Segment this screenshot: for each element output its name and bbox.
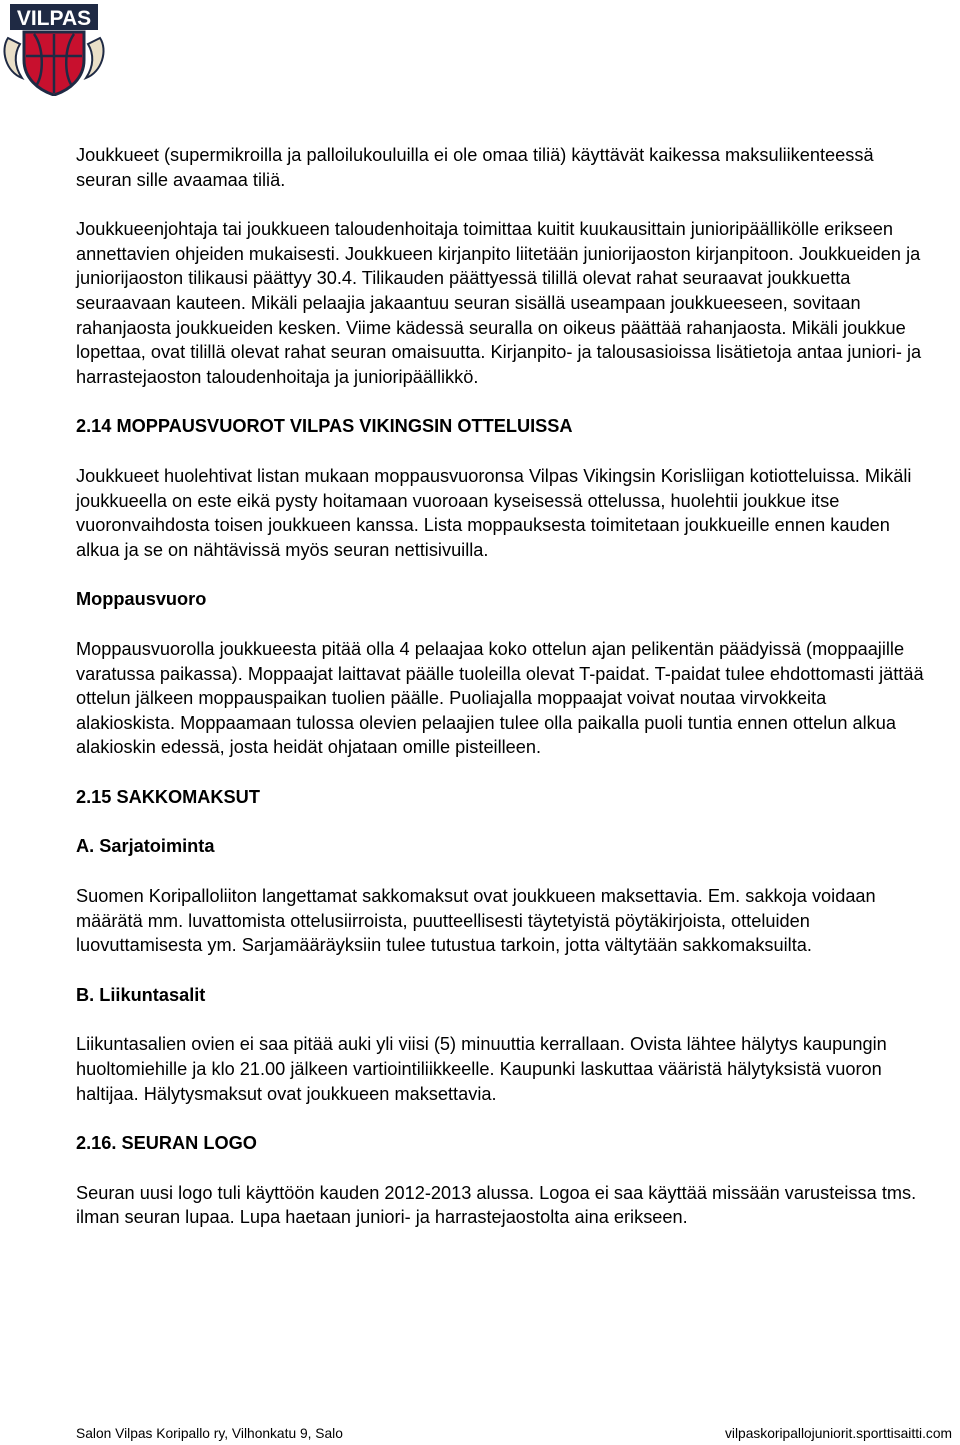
paragraph-gym-alarms: Liikuntasalien ovien ei saa pitää auki yli viisi (5) minuuttia kerrallaan. Ovista lähtee hälytys kaupungin huoltomiehille ja klo 21.00 jälkeen vartiointiliikkeelle. Kaupunki laskuttaa vääristä hälytyksistä vuoron haltijaa. Hälytysmaksut ovat joukkueen maksettavia.	[76, 1034, 887, 1104]
heading-moppausvuoro: Moppausvuoro	[76, 589, 207, 610]
page-footer	[76, 1425, 952, 1443]
footer-address: Salon Vilpas Koripallo ry, Vilhonkatu 9, Salo	[76, 1426, 343, 1441]
paragraph-bookkeeping: Joukkueenjohtaja tai joukkueen taloudenhoitaja toimittaa kuitit kuukausittain junioripäällikölle erikseen annettavien ohjeiden mukaisesti. Joukkueen kirjanpito liitetään juniorijaoston kirjanpitoon. Joukkueiden ja juniorijaoston tilikausi päättyy 30.4. Tilikauden päättyessä tilillä olevat rahat seuraavat joukkuetta seuraavaan kauteen. Mikäli pelaajia jakaantuu seuran sisällä useampaan joukkueeseen, sovitaan rahanjaosta joukkueiden kesken. Viime kädessä seuralla on oikeus päättää rahanjaosta. Mikäli joukkue lopettaa, ovat tilillä olevat rahat seuran omaisuutta. Kirjanpito- ja talousasioissa lisätietoja antaa juniori- ja harrastejaoston taloudenhoitaja ja junioripäällikkö.	[76, 219, 922, 387]
heading-2-14: 2.14 MOPPAUSVUOROT VILPAS VIKINGSIN OTTELUISSA	[76, 416, 573, 437]
vilpas-logo	[0, 0, 108, 96]
document-body	[76, 143, 926, 1230]
paragraph-club-logo: Seuran uusi logo tuli käyttöön kauden 2012-2013 alussa. Logoa ei saa käyttää missään varusteissa tms. ilman seuran lupaa. Lupa haetaan juniori- ja harrastejaostolta aina erikseen.	[76, 1182, 917, 1228]
paragraph-mopping-details: Moppausvuorolla joukkueesta pitää olla 4 pelaajaa koko ottelun ajan pelikentän päädyissä (moppaajille varatussa paikassa). Moppaajat laittavat päälle tuoleilla olevat T-paidat. T-paidat tulee ehdottomasti jättää ottelun jälkeen moppauspaikan tuolien päälle. Puoliajalla moppaajat voivat noutaa virvokkeita alakioskista. Moppaamaan tulossa olevien pelaajien tulee olla paikalla puoli tuntia ennen ottelun alkua alakioskin edessä, josta heidät ohjataan omille pisteilleen.	[76, 638, 924, 758]
heading-b-liikuntasalit: B. Liikuntasalit	[76, 984, 206, 1005]
heading-2-16: 2.16. SEURAN LOGO	[76, 1133, 257, 1154]
heading-2-15: 2.15 SAKKOMAKSUT	[76, 786, 260, 807]
heading-a-sarjatoiminta: A. Sarjatoiminta	[76, 836, 215, 857]
footer-website: vilpaskoripallojuniorit.sporttisaitti.com	[725, 1426, 952, 1441]
paragraph-team-accounts: Joukkueet (supermikroilla ja palloilukouluilla ei ole omaa tiliä) käyttävät kaikessa maksuliikenteessä seuran sille avaamaa tiliä.	[76, 145, 874, 190]
paragraph-mopping-turns: Joukkueet huolehtivat listan mukaan moppausvuoronsa Vilpas Vikingsin Korisliigan kotiotteluissa. Mikäli joukkueella on este eikä pysty hoitamaan vuoroaan kyseisessä ottelussa, huolehtii joukkue itse vuoronvaihdosta toisen joukkueen kanssa. Lista moppauksesta toimitetaan joukkueille ennen kauden alkua ja se on nähtävissä myös seuran nettisivuilla.	[76, 465, 912, 560]
paragraph-fines-league: Suomen Koripalloliiton langettamat sakkomaksut ovat joukkueen maksettavia. Em. sakkoja voidaan määrätä mm. luvattomista ottelusiirroista, puutteellisesti täytetyistä pöytäkirjoista, otteluiden luovuttamisesta ym. Sarjamääräyksiin tulee tutustua tarkoin, jotta vältytään sakkomaksuilta.	[76, 886, 876, 956]
logo-text: VILPAS	[16, 7, 92, 30]
